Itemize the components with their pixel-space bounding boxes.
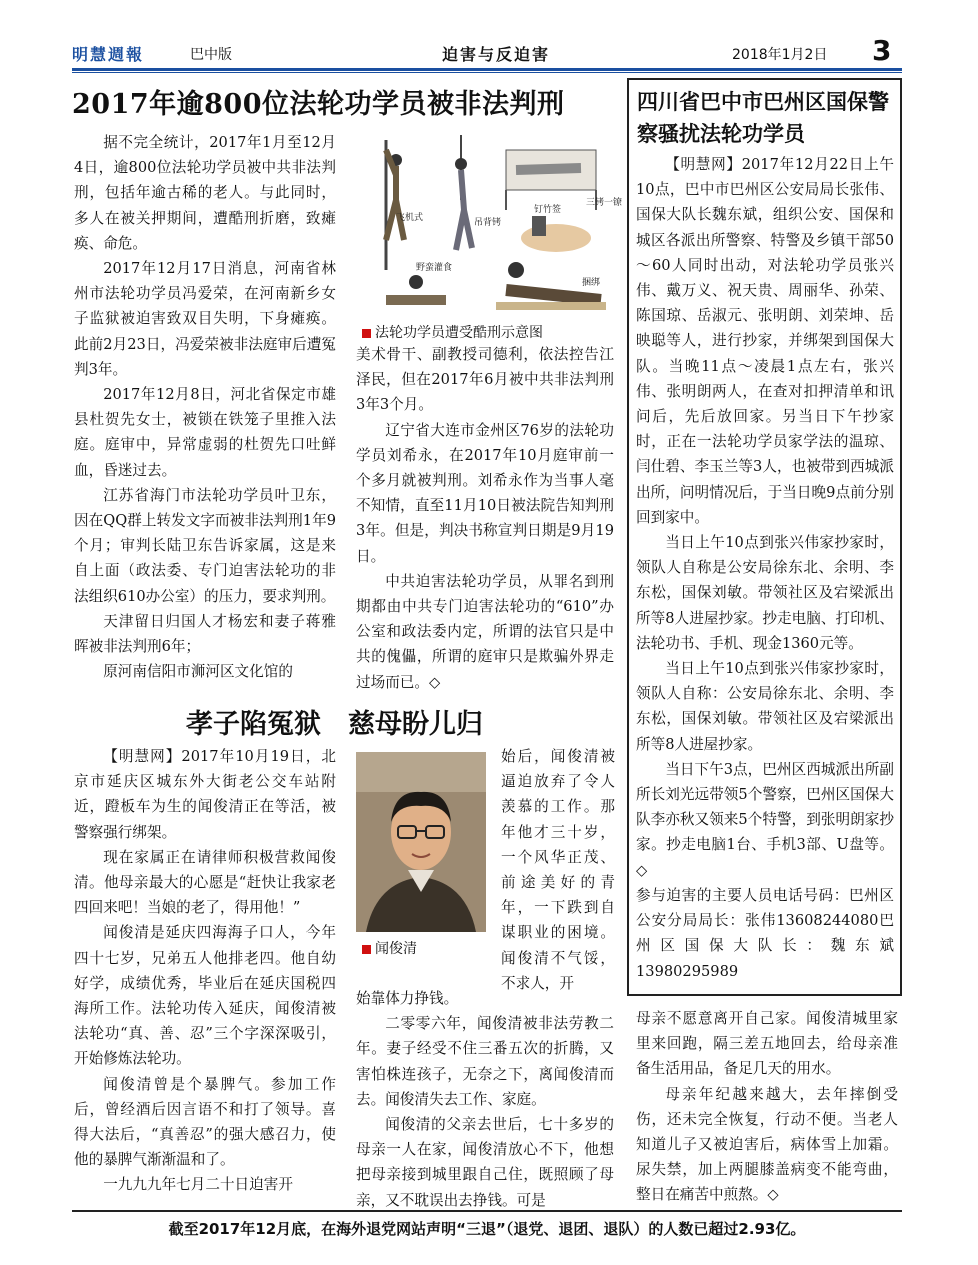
illustration-label: 飞机式 — [396, 213, 424, 223]
photo-caption — [362, 938, 417, 958]
paragraph: 天津留日归国人才杨宏和妻子蒋雅晖被非法判刑6年； — [74, 612, 336, 656]
caption-text: 闻俊清 — [375, 941, 417, 957]
paragraph: 辽宁省大连市金州区76岁的法轮功学员刘希永，在2017年10月庭审前一个多月就被判刑。刘希永作为当事人毫不知情，直至11月10日被法院告知判刑3年。但是，判决书称宣判日期是9月19日。 — [356, 421, 614, 565]
article3-column1 — [74, 744, 336, 1198]
article3-column2-side — [501, 744, 615, 996]
header-rule-thin — [72, 72, 902, 73]
header-rule — [72, 68, 902, 71]
illustration-label: 野蛮灌食 — [416, 263, 453, 273]
page-number: 3 — [872, 34, 892, 67]
illustration-caption — [362, 322, 543, 342]
article3-title: 孝子陷冤狱 慈母盼儿归 — [186, 709, 483, 740]
caption-marker-icon — [362, 329, 371, 338]
article1-column1 — [74, 130, 336, 684]
illustration-label: 吊背铐 — [474, 218, 502, 228]
paragraph: 一九九九年七月二十日迫害开 — [103, 1176, 293, 1194]
paragraph: 当日下午3点，巴州区西城派出所副所长刘光远带领5个警察，巴州区国保大队李亦秋又领来5个特警，到张明朗家抄家。抄走电脑1台、手机3部、U盘等。◇ — [636, 760, 894, 879]
paragraph: 原河南信阳市浉河区文化馆的 — [103, 663, 293, 681]
paragraph: 始后，闻俊清被逼迫放弃了令人羡慕的工作。那年他才三十岁，一个风华正茂、前途美好的青年，一下跌到自谋职业的困境。闻俊清不气馁，不求人，开 — [501, 748, 615, 992]
paragraph: 中共迫害法轮功学员，从罪名到刑期都由中共专门迫害法轮功的“610”办公室和政法委内定，所谓的法官只是中共的傀儡，所谓的庭审只是欺骗外界走过场而已。◇ — [356, 572, 614, 691]
paragraph: 当日上午10点到张兴伟家抄家时，领队人自称：公安局徐东北、余明、李东松，国保刘敏。带领社区及宕梁派出所等8人进屋抄家。 — [636, 660, 894, 753]
illustration-label: 钉竹签 — [534, 205, 562, 215]
paragraph: 二零零六年，闻俊清被非法劳教二年。妻子经受不住三番五次的折腾，又害怕株连孩子，无奈之下，离闻俊清而去。闻俊清失去工作、家庭。 — [356, 1015, 614, 1108]
article1-title: 2017年逾800位法轮功学员被非法判刑 — [72, 89, 565, 120]
paragraph: 始靠体力挣钱。 — [356, 990, 459, 1007]
paragraph: 闻俊清曾是个暴脾气。参加工作后，曾经酒后因言语不和打了领导。喜得大法后，“真善忍”的强大感召力，使他的暴脾气渐渐温和了。 — [74, 1075, 336, 1169]
torture-drawing — [356, 130, 623, 320]
article2-title: 四川省巴中市巴州区国保警察骚扰法轮功学员 — [637, 90, 889, 146]
portrait-photo — [356, 752, 486, 932]
article2-body — [636, 152, 894, 984]
paragraph: 2017年12月8日，河北省保定市雄县杜贺先女士，被锁在铁笼子里推入法庭。庭审中，异常虚弱的杜贺先口吐鲜血，昏迷过去。 — [74, 386, 336, 479]
paragraph: 据不完全统计，2017年1月至12月4日，逾800位法轮功学员被中共非法判刑，包括年逾古稀的老人。与此同时，多人在被关押期间，遭酷刑折磨，致瘫痪、命危。 — [74, 134, 336, 252]
paragraph: 闻俊清是延庆四海海子口人，今年四十七岁，兄弟五人他排老四。他自幼好学，成绩优秀，毕业后在延庆国税四海所工作。法轮功传入延庆，闻俊清被法轮功“真、善、忍”三个字深深吸引，开始修炼法轮功。 — [74, 924, 336, 1068]
portrait-drawing — [356, 752, 486, 932]
paragraph: 2017年12月17日消息，河南省林州市法轮功学员冯爱荣，在河南新乡女子监狱被迫害致双目失明，下身瘫痪。此前2月23日，冯爱荣被非法庭审后遭冤判3年。 — [74, 260, 336, 378]
paragraph: 现在家属正在请律师积极营救闻俊清。他母亲最大的心愿是“赶快让我家老四回来吧！当娘的老了，得用他！” — [74, 848, 336, 917]
paragraph: 当日上午10点到张兴伟家抄家时，领队人自称是公安局徐东北、余明、李东松，国保刘敏。带领社区及宕梁派出所等8人进屋抄家。抄走电脑、打印机、法轮功书、手机、现金1360元等。 — [636, 534, 894, 652]
edition-label: 巴中版 — [190, 47, 232, 63]
illustration-label: 捆绑 — [582, 278, 601, 288]
masthead: 明慧週報 — [72, 45, 145, 64]
caption-text: 法轮功学员遭受酷刑示意图 — [375, 325, 543, 341]
paragraph: 母亲不愿意离开自己家。闻俊清城里家里来回跑，隔三差五地回去，给母亲准备生活用品，备足几天的用水。 — [636, 1010, 898, 1078]
paragraph: 【明慧网】2017年10月19日，北京市延庆区城东外大街老公交车站附近，蹬板车为生的闻俊清正在等活，被警察强行绑架。 — [74, 748, 336, 841]
paragraph: 闻俊清的父亲去世后，七十多岁的母亲一人在家，闻俊清放心不下，他想把母亲接到城里跟自己住，既照顾了母亲，又不耽误出去挣钱。可是 — [356, 1116, 614, 1209]
article3-column3 — [636, 1006, 898, 1208]
footer-notice: 截至2017年12月底，在海外退党网站声明“三退”（退党、退团、退队）的人数已超过2.93亿。 — [72, 1210, 902, 1239]
paragraph: 母亲年纪越来越大，去年摔倒受伤，还未完全恢复，行动不便。当老人知道儿子又被迫害后，病体雪上加霜。尿失禁，加上两腿膝盖病变不能弯曲，整日在痛苦中煎熬。◇ — [636, 1085, 898, 1204]
illustration-label: 三铐一镣 — [586, 198, 623, 208]
torture-illustration — [356, 130, 623, 320]
section-title: 迫害与反迫害 — [442, 45, 551, 64]
caption-marker-icon — [362, 945, 371, 954]
page-header — [72, 34, 902, 68]
paragraph: 美术骨干、副教授司德利，依法控告江泽民，但在2017年6月被中共非法判刑3年3个月。 — [356, 346, 614, 414]
issue-date: 2018年1月2日 — [732, 47, 828, 63]
contact-list: 参与迫害的主要人员电话号码：巴州区公安分局局长：张伟13608244080巴州区国保大队长：魏东斌13980295989 — [636, 886, 894, 980]
paragraph: 【明慧网】2017年12月22日上午10点，巴中市巴州区公安局局长张伟、国保大队长魏东斌，组织公安、国保和城区各派出所警察、特警及乡镇干部50～60人同时出动，对法轮功学员张兴伟、戴万义、祝天贵、周丽华、孙荣、陈国琼、岳淑元、张明朗、刘荣坤、岳映聪等人，进行抄家，并绑架到国保大队。当晚11点～凌晨1点左右，张兴伟、张明朗两人，在查对扣押清单和讯问后，先后放回家。另当日下午抄家时，正在一法轮功学员家学法的温琼、闫仕碧、李玉兰等3人，也被带到西城派出所，问明情况后，于当日晚9点前分别回到家中。 — [636, 156, 894, 526]
paragraph: 江苏省海门市法轮功学员叶卫东，因在QQ群上转发文字而被非法判刑1年9个月；审判长陆卫东告诉家属，这是来自上面（政法委、专门迫害法轮功的非法组织610办公室）的压力，要求判刑。 — [74, 486, 336, 605]
article3-column2 — [356, 986, 614, 1213]
article1-column2 — [356, 342, 614, 695]
